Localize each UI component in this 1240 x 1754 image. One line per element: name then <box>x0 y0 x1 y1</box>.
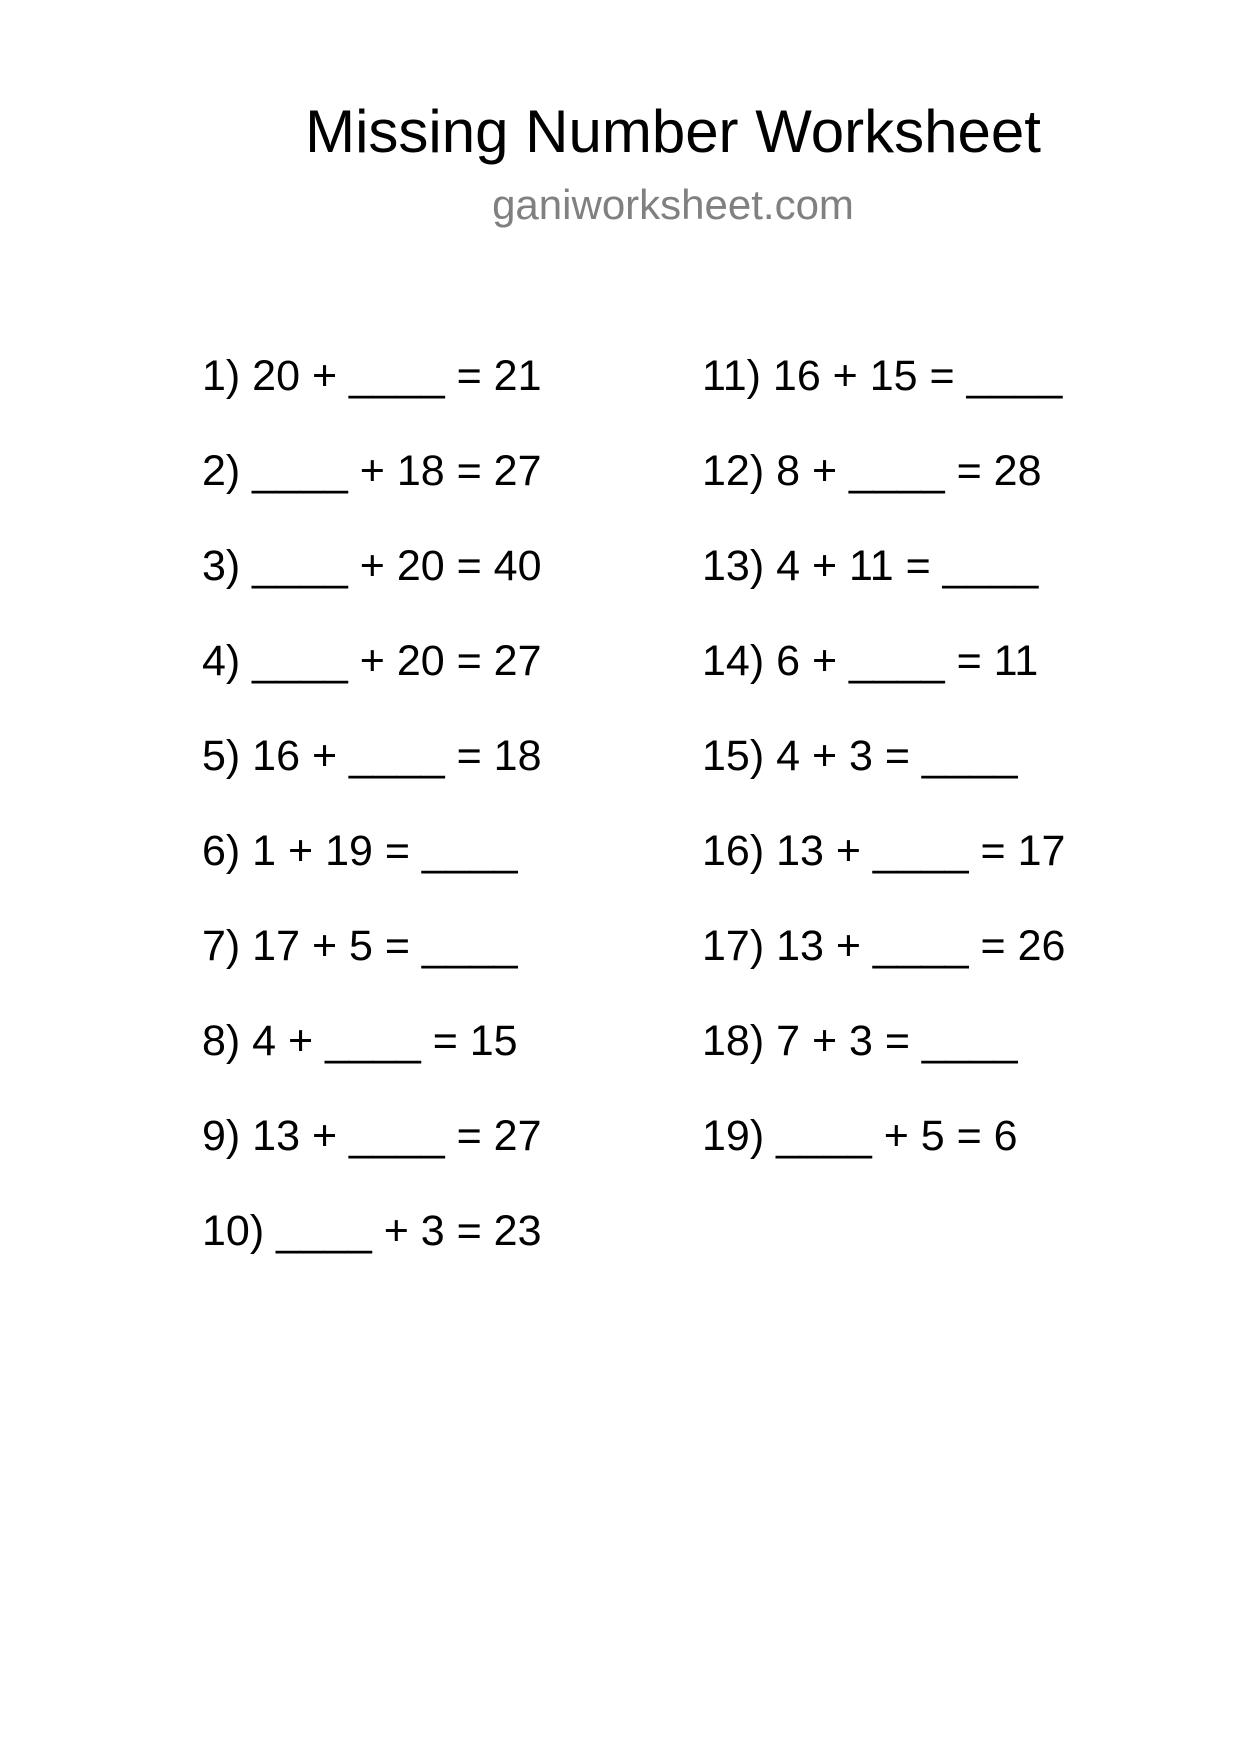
problem-5: 5) 16 + ____ = 18 <box>202 732 542 780</box>
problem-11: 11) 16 + 15 = ____ <box>702 352 1063 400</box>
problem-15: 15) 4 + 3 = ____ <box>702 732 1018 780</box>
problem-17: 17) 13 + ____ = 26 <box>702 922 1066 970</box>
problem-13: 13) 4 + 11 = ____ <box>702 542 1039 590</box>
problem-1: 1) 20 + ____ = 21 <box>202 352 542 400</box>
problem-16: 16) 13 + ____ = 17 <box>702 827 1066 875</box>
problem-12: 12) 8 + ____ = 28 <box>702 447 1042 495</box>
problem-6: 6) 1 + 19 = ____ <box>202 827 518 875</box>
problem-19: 19) ____ + 5 = 6 <box>702 1112 1018 1160</box>
problem-3: 3) ____ + 20 = 40 <box>202 542 542 590</box>
worksheet-title: Missing Number Worksheet <box>305 98 1041 165</box>
problem-8: 8) 4 + ____ = 15 <box>202 1017 518 1065</box>
problem-2: 2) ____ + 18 = 27 <box>202 447 542 495</box>
problem-14: 14) 6 + ____ = 11 <box>702 637 1039 685</box>
problem-18: 18) 7 + 3 = ____ <box>702 1017 1018 1065</box>
website-subtitle: ganiworksheet.com <box>492 181 854 228</box>
problem-9: 9) 13 + ____ = 27 <box>202 1112 542 1160</box>
problem-4: 4) ____ + 20 = 27 <box>202 637 542 685</box>
problem-7: 7) 17 + 5 = ____ <box>202 922 518 970</box>
problem-10: 10) ____ + 3 = 23 <box>202 1207 542 1255</box>
